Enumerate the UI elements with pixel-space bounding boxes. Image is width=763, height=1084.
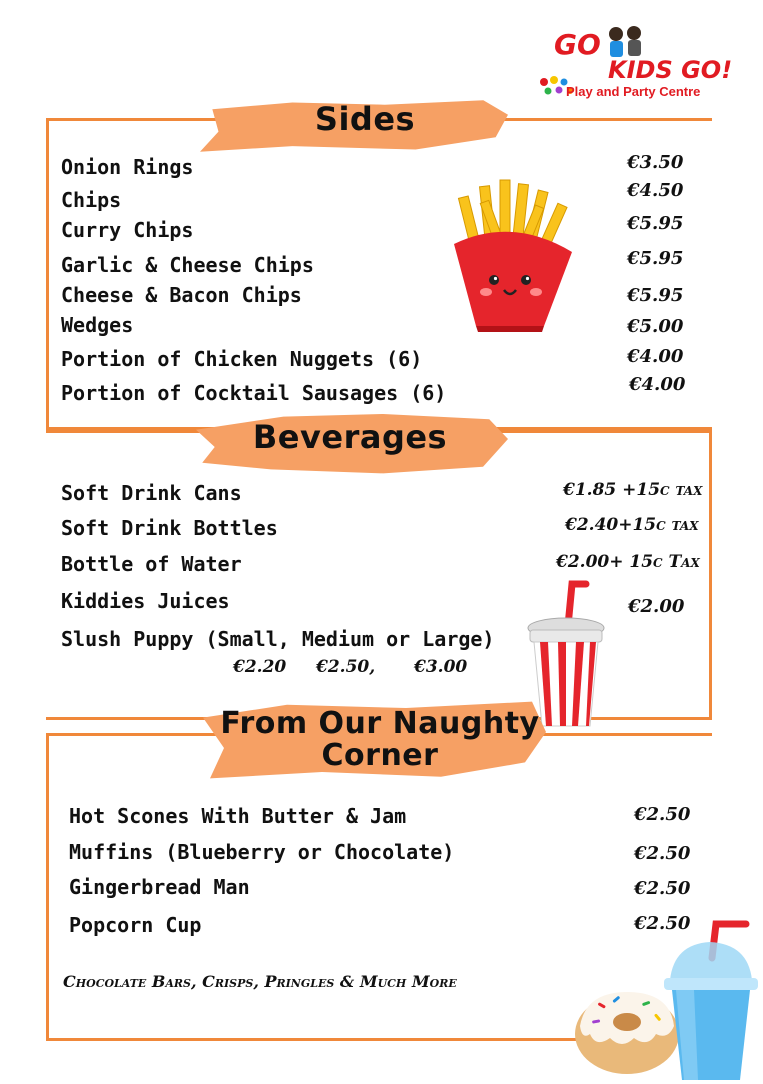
list-item: Onion Rings (61, 155, 194, 179)
corner-note: Chocolate Bars, Crisps, Pringles & Much More (63, 972, 457, 991)
logo-tagline: Play and Party Centre (566, 84, 701, 99)
item-price: €5.00 (627, 316, 684, 337)
list-item: Portion of Chicken Nuggets (6) (61, 347, 423, 371)
corner-title-line1: From Our Naughty (220, 706, 540, 741)
list-item: Popcorn Cup (69, 913, 202, 937)
list-item: Soft Drink Bottles (61, 516, 278, 540)
item-price: €5.95 (627, 285, 684, 306)
list-item: Soft Drink Cans (61, 481, 242, 505)
list-item: Curry Chips (61, 218, 194, 242)
list-item: Hot Scones With Butter & Jam (69, 804, 407, 828)
item-price: €2.50 (634, 843, 691, 864)
list-item: Chips (61, 188, 122, 212)
list-item: Garlic & Cheese Chips (61, 253, 314, 277)
item-price: €2.50 (634, 913, 691, 934)
item-price: €2.00+ 15c Tax (556, 552, 700, 572)
item-price: €2.40+15c tax (565, 515, 699, 535)
list-item: Muffins (Blueberry or Chocolate) (69, 840, 455, 864)
slush-price-large: €3.00 (414, 657, 468, 677)
list-item: Bottle of Water (61, 552, 242, 576)
fries-illustration (446, 176, 586, 338)
slushie-illustration (660, 918, 760, 1084)
list-item: Slush Puppy (Small, Medium or Large) (61, 627, 495, 651)
list-item: Cheese & Bacon Chips (61, 283, 302, 307)
logo-go: GO (554, 28, 601, 61)
logo-kids-go: KIDS GO! (608, 56, 733, 84)
logo (538, 24, 748, 104)
item-price: €5.95 (627, 213, 684, 234)
item-price: €2.50 (634, 878, 691, 899)
item-price: €2.50 (634, 804, 691, 825)
item-price: €5.95 (627, 248, 684, 269)
list-item: Gingerbread Man (69, 875, 250, 899)
sides-title: Sides (314, 100, 416, 138)
slush-price-small: €2.20 (233, 657, 287, 677)
item-price: €4.50 (627, 180, 684, 201)
slush-price-medium: €2.50, (316, 657, 376, 677)
item-price: €4.00 (629, 374, 686, 395)
item-price: €3.50 (627, 152, 684, 173)
item-price: €1.85 +15c tax (563, 480, 703, 500)
list-item: Portion of Cocktail Sausages (6) (61, 381, 447, 405)
corner-title-line2: Corner (321, 738, 439, 773)
beverages-title: Beverages (252, 418, 448, 456)
item-price: €2.00 (628, 596, 685, 617)
list-item: Wedges (61, 313, 134, 337)
list-item: Kiddies Juices (61, 589, 230, 613)
item-price: €4.00 (627, 346, 684, 367)
